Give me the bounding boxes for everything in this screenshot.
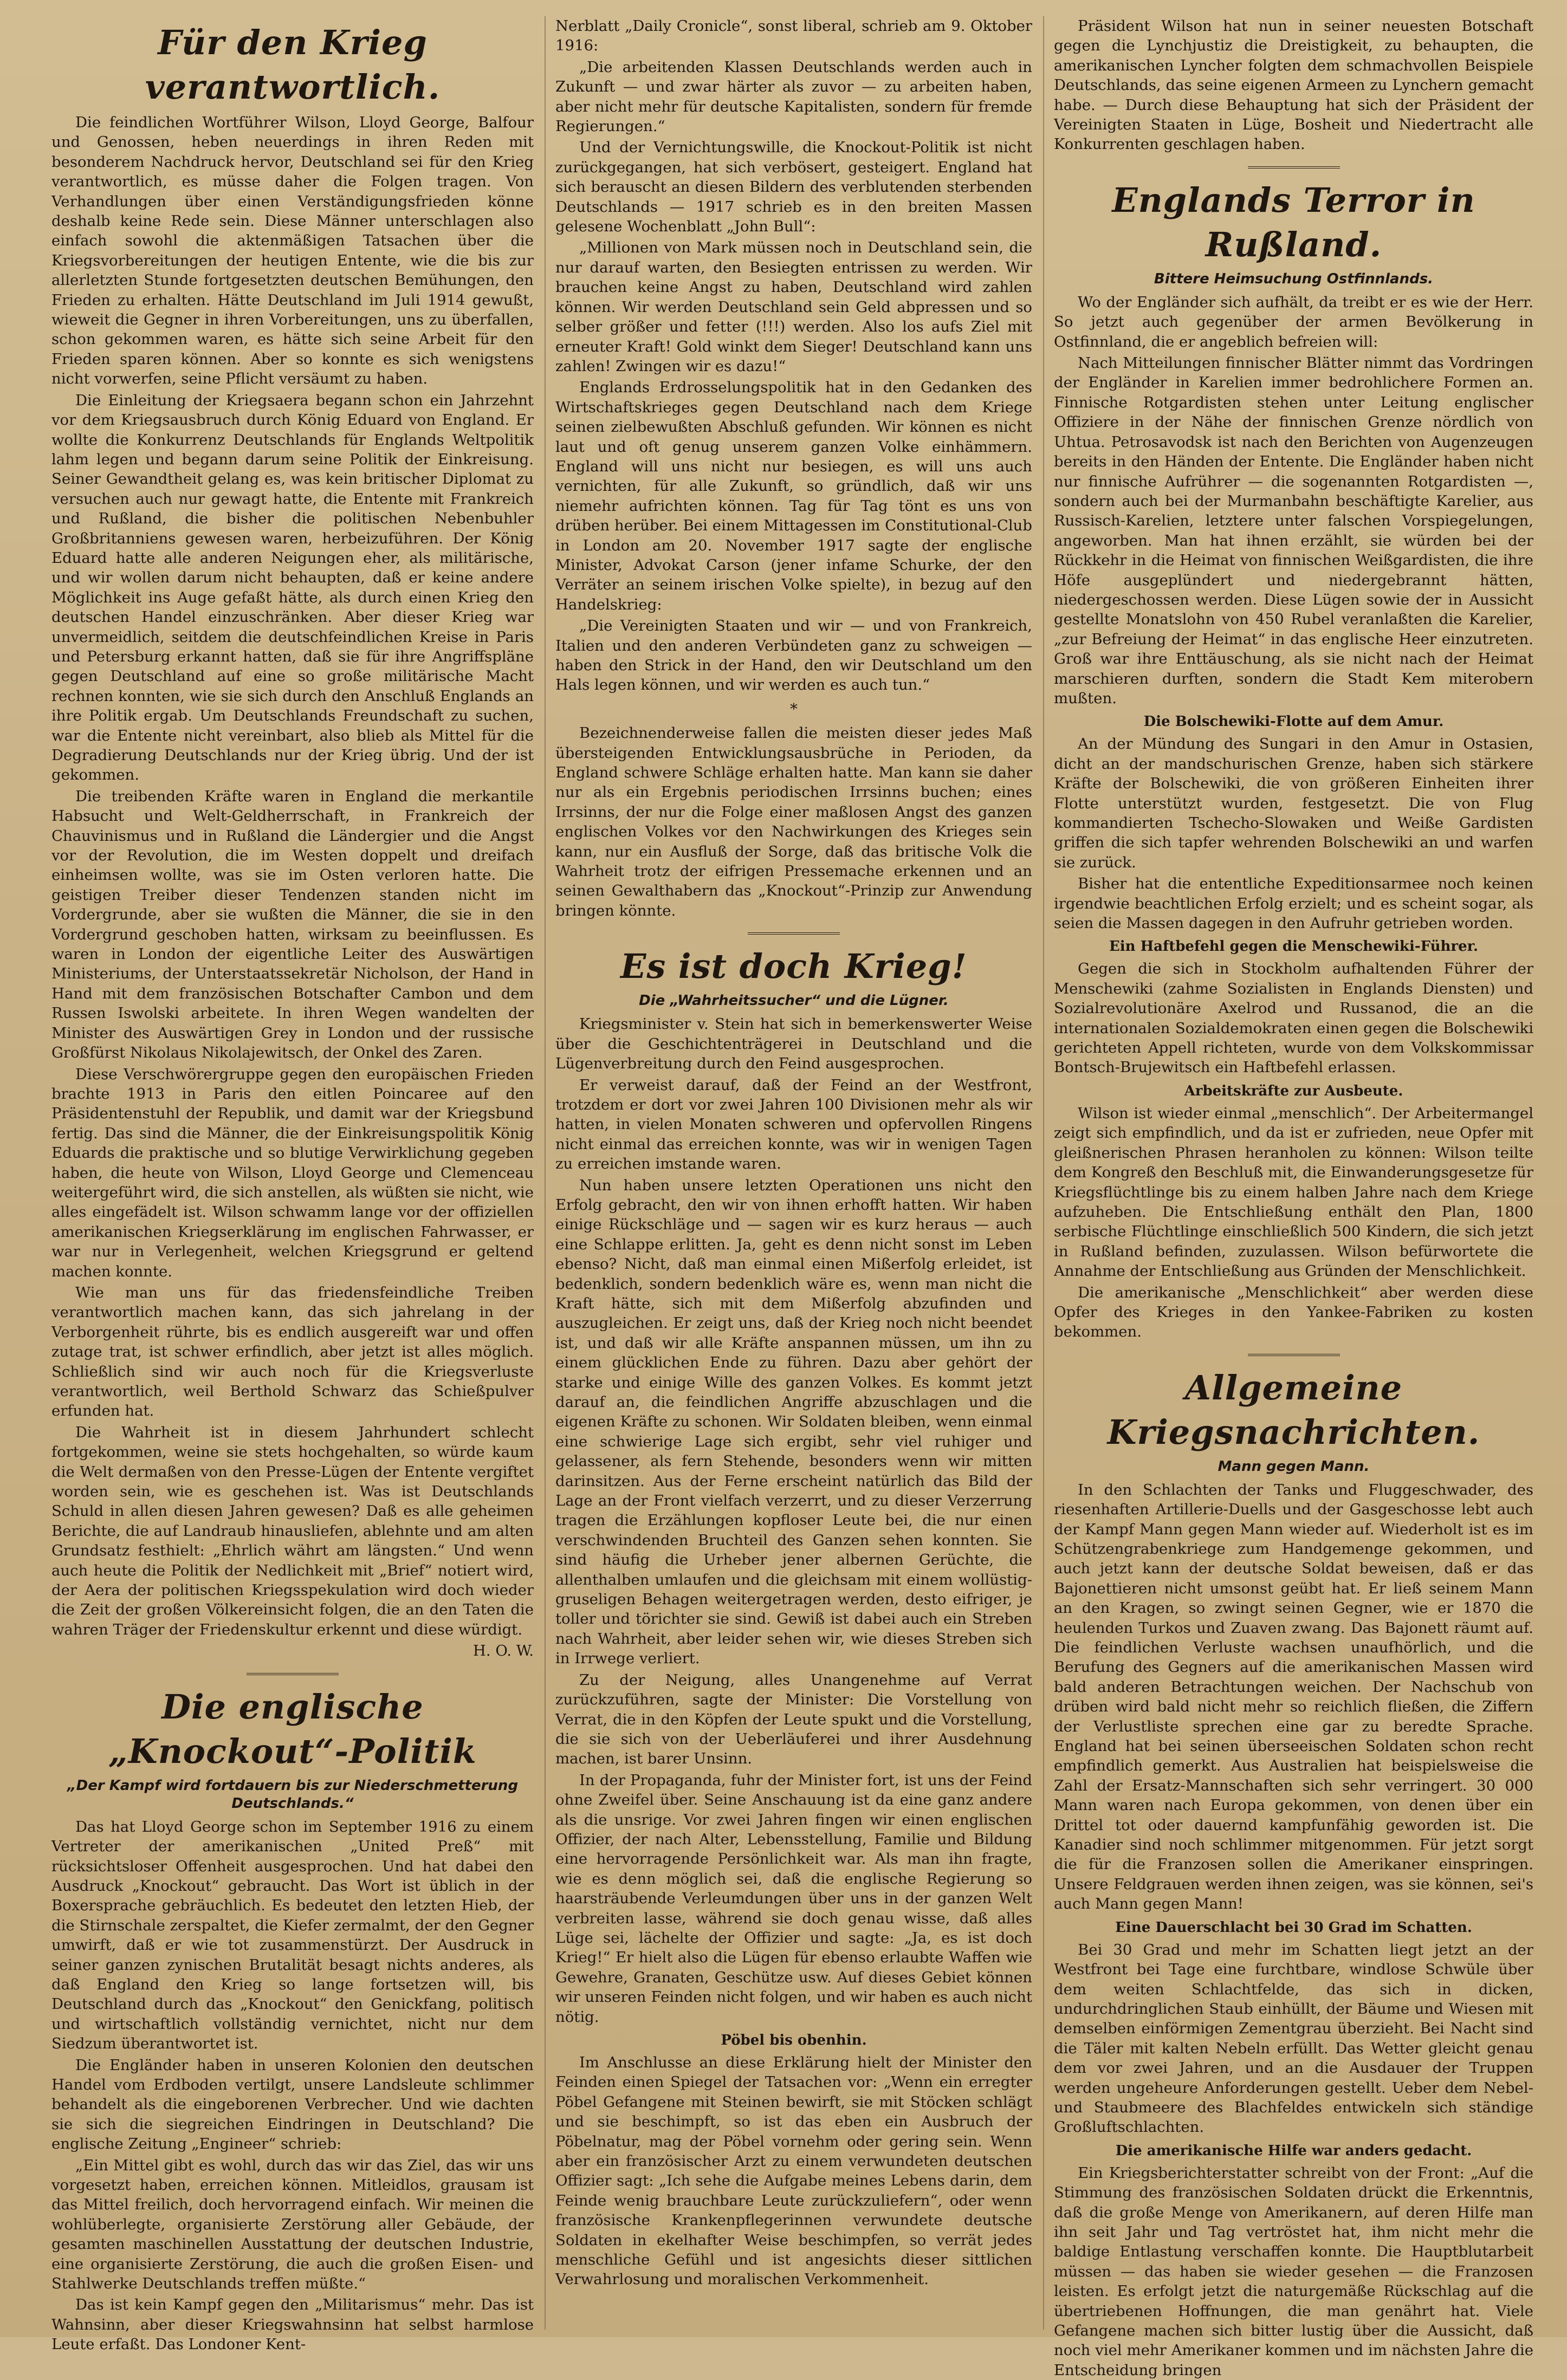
asterisk-divider: * bbox=[790, 700, 798, 718]
section-heading: Die Bolschewiki-Flotte auf dem Amur. bbox=[1143, 714, 1444, 730]
article-separator bbox=[247, 1673, 339, 1675]
column-rule bbox=[545, 16, 546, 2330]
paragraph: Gegen die sich in Stockholm aufhaltenden Führer der Menschewiki (zahme Sozialisten in Englands Diensten) und Sozialrevolutionäre Axelrod und Russanod, die an die internationalen Sozialdemokraten einen gegen die Bolschewiki gerichteten Appell richteten, wurde von dem Volkskommissar Bontsch-Brujewitsch ein Haftbefehl erlassen. bbox=[1054, 960, 1533, 1076]
paragraph: Nun haben unsere letzten Operationen uns nicht den Erfolg gebracht, den wir von ihnen erhofft hatten. Wir haben einige Rückschläge und — sagen wir es kurz heraus — auch eine Schlappe erlitten. Ja, geht es denn nicht sonst im Leben ebenso? Nicht, daß man einmal einen Mißerfolg erleidet, ist bedenklich, sondern bedenklich wäre es, wenn man nicht die Kraft hätte, sich mit dem Mißerfolg abzufinden und auszugleichen. Er zeigt uns, daß der Krieg noch nicht beendet ist, und daß wir alle Kräfte anspannen müssen, um ihn zu einem glücklichen Ende zu führen. Dazu aber gehört der starke und einige Wille des ganzen Volkes. Es kommt jetzt darauf an, die feindlichen Angriffe abzuschlagen und die eigenen Kräfte zu schonen. Wir Soldaten bleiben, wenn einmal eine schwierige Lage sich ergibt, sehr viel ruhiger und gelassener, als fern Stehende, besonders wenn wir mitten darinsitzen. Aus der Ferne erscheint natürlich das Bild der Lage an der Front vielfach verzerrt, und zu dieser Verzerrung tragen die Erzählungen kopfloser Leute bei, die nur einen verschwindenden Bruchteil des Ganzen sehen konnten. Sie sind häufig die Urheber jener albernen Gerüchte, die allenthalben umlaufen und die gleichsam mit einem wollüstig-gruseligen Behagen weitergetragen werden, desto eifriger, je toller und törichter sie sind. Gewiß ist dabei auch ein Streben nach Wahrheit, aber leider sehen wir, wie dieses Streben sich in Irrwege verliert. bbox=[555, 1176, 1032, 1668]
paragraph: Die treibenden Kräfte waren in England die merkantile Habsucht und Welt-Geldherrschaft, in Frankreich der Chauvinismus und in Rußland die Ländergier und die Angst vor der Revolution, die im Westen doppelt und dreifach einheimsen wollte, was sie im Osten verloren hatte. Die geistigen Treiber dieser Tendenzen standen nicht im Vordergrunde, aber sie wußten die Männer, die sie in den Vordergrund geschoben hatten, wirksam zu beeinflussen. Es waren in London der eigentliche Leiter des Auswärtigen Ministeriums, der Unterstaatssekretär Nicholson, der Hand in Hand mit dem französischen Botschafter Cambon und dem Russen Iswolski arbeitete. In ihren Wegen wandelten der Minister des Auswärtigen Grey in London und der russische Großfürst Nikolaus Nikolajewitsch, der Onkel des Zaren. bbox=[51, 787, 534, 1062]
paragraph: Zu der Neigung, alles Unangenehme auf Verrat zurückzuführen, sagte der Minister: Die Vorstellung von Verrat, die in den Köpfen der Leute spukt und die Vorstellung, die sie sich von der Ueberläuferei und ihrer Ausdehnung machen, ist barer Unsinn. bbox=[555, 1671, 1032, 1768]
paragraph: „Ein Mittel gibt es wohl, durch das wir das Ziel, das wir uns vorgesetzt haben, erreichen können. Mitleidlos, grausam ist das Mittel freilich, doch hervorragend einfach. Wir meinen die wohlüberlegte, organisierte Zerstörung aller Gebäude, der gesamten maschinellen Ausstattung der deutschen Industrie, eine organisierte Zerstörung, die auch die großen Eisen- und Stahlwerke Deutschlands treffen müßte.“ bbox=[51, 2156, 534, 2293]
paragraph: Bisher hat die ententliche Expeditionsarmee noch keinen irgendwie beachtlichen Erfolg erzielt; und es scheint sogar, als seien die Massen dagegen in den Aufruhr getrieben worden. bbox=[1054, 875, 1533, 932]
section-heading: Ein Haftbefehl gegen die Menschewiki-Führer. bbox=[1109, 938, 1479, 955]
paragraph: Und der Vernichtungswille, die Knockout-Politik ist nicht zurückgegangen, hat sich verbösert, gesteigert. England hat sich berauscht an diesen Bildern des verblutenden sterbenden Deutschlands — 1917 schrieb es in den breiten Massen gelesene Wochenblatt „John Bull“: bbox=[555, 139, 1032, 236]
paragraph: Nach Mitteilungen finnischer Blätter nimmt das Vordringen der Engländer in Karelien immer bedrohlichere Formen an. Finnische Rotgardisten stehen unter Leitung englischer Offiziere in der Nähe der finnischen Grenze nördlich von Uhtua. Petrosavodsk ist nach den Berichten von Augenzeugen bereits in den Händen der Entente. Die Engländer haben nicht nur finnische Aufrührer — die sogenannten Rotgardisten —, sondern auch bei der Murmanbahn beschäftigte Karelier, aus Russisch-Karelien, letztere unter falschen Vorspiegelungen, angeworben. Man hat ihnen erzählt, sie würden bei der Rückkehr in die Heimat von finnischen Weißgardisten, die ihre Höfe ausgeplündert und niedergebrannt hätten, niedergeschossen werden. Diese Lügen sowie der in Aussicht gestellte Monatslohn von 450 Rubel veranlaßten die Karelier, „zur Befreiung der Heimat“ in das englische Heer einzutreten. Groß war ihre Enttäuschung, als sie nicht nach der Heimat marschieren durften, sondern die Stadt Kem miterobern mußten. bbox=[1054, 354, 1533, 707]
paragraph: Die amerikanische „Menschlichkeit“ aber werden diese Opfer des Krieges in den Yankee-Fabriken zu kosten bekommen. bbox=[1054, 1283, 1533, 1341]
paragraph: Die Einleitung der Kriegsaera begann schon ein Jahrzehnt vor dem Kriegsausbruch durch König Eduard von England. Er wollte die Konkurrenz Deutschlands für Englands Weltpolitik lahm legen und begann darum seine Politik der Einkreisung. Seiner Gewandtheit gelang es, was kein britischer Diplomat zu versuchen auch nur gewagt hatte, die Entente mit Frankreich und Rußland, die bisher die politischen Nebenbuhler Großbritanniens gewesen waren, herbeizuführen. Der König Eduard hatte alle anderen Neigungen eher, als militärische, und wir wollen darum nicht behaupten, daß er keine andere Möglichkeit ins Auge gefaßt hätte, als durch einen Krieg den deutschen Handel einzuschränken. Aber dieser Krieg war unvermeidlich, seitdem die deutschfeindlichen Kreise in Paris und Petersburg erkannt hatten, daß sie für ihre Angriffspläne gegen Deutschland auf eine so große militärische Macht rechnen konnten, wie sie sich durch den Anschluß Englands an ihre Politik ergab. Um Deutschlands Freundschaft zu suchen, war die Entente nicht vereinbart, also blieb als Mittel für die Degradierung Deutschlands nur der Krieg übrig. Und der ist gekommen. bbox=[51, 391, 534, 784]
paragraph: Das ist kein Kampf gegen den „Militarismus“ mehr. Das ist Wahnsinn, aber dieser Kriegswahnsinn hat selbst harmlose Leute erfaßt. Das Londoner Kent- bbox=[51, 2296, 534, 2353]
paragraph: Kriegsminister v. Stein hat sich in bemerkenswerter Weise über die Geschichtenträgerei in Deutschland und die Lügenverbreitung durch den Feind ausgesprochen. bbox=[555, 1015, 1032, 1073]
section-heading: Arbeitskräfte zur Ausbeute. bbox=[1184, 1082, 1403, 1099]
paragraph: Bezeichnenderweise fallen die meisten dieser jedes Maß übersteigenden Entwicklungsausbrüche in Perioden, da England schwere Schläge erhalten hatte. Man kann sie daher nur als ein Ergebnis periodischen Irrsinns buchen; eines Irrsinns, der nur die Folge einer maßlosen Angst des ganzen englischen Volkes vor den Nachwirkungen des Krieges sein kann, nur ein Ausfluß der Sorge, daß das britische Volk die Wahrheit trotz der eifrigen Pressemache erkennen und an seinen Gewalthabern das „Knockout“-Prinzip zur Anwendung bringen könnte. bbox=[555, 724, 1032, 919]
paragraph: Nerblatt „Daily Cronicle“, sonst liberal, schrieb am 9. Oktober 1916: bbox=[555, 17, 1032, 55]
paragraph: Präsident Wilson hat nun in seiner neuesten Botschaft gegen die Lynchjustiz die Dreistigkeit, zu behaupten, die amerikanischen Lyncher folgten dem schmachvollen Beispiele Deutschlands, das seine eigenen Armeen zu Lynchern gemacht habe. — Durch diese Behauptung hat sich der Präsident der Vereinigten Staaten in Lüge, Bosheit und Niedertracht alle Konkurrenten geschlagen haben. bbox=[1054, 17, 1533, 153]
paragraph: Diese Verschwörergruppe gegen den europäischen Frieden brachte 1913 in Paris den eitlen Poincaree auf den Präsidentenstuhl der Republik, und damit war der Kriegsbund fertig. Das sind die Männer, die der Einkreisungspolitik König Eduards die praktische und so blutige Verwirklichung gegeben haben, die heute von Wilson, Lloyd George und Clemenceau weitergeführt wird, die sich anstellen, als wüßten sie nicht, wie alles eingefädelt ist. Wilson schwamm lange vor der offiziellen amerikanischen Kriegserklärung im englischen Fahrwasser, er war nur in Verlegenheit, welchen Kriegsgrund er geltend machen konnte. bbox=[51, 1065, 534, 1280]
article-subheadline: „Der Kampf wird fortdauern bis zur Niederschmetterung Deutschlands.“ bbox=[67, 1777, 519, 1812]
paragraph: Die feindlichen Wortführer Wilson, Lloyd George, Balfour und Genossen, heben neuerdings in ihren Reden mit besonderem Nachdruck hervor, Deutschland sei für den Krieg verantwortlich, es müsse daher die Folgen tragen. Von Verhandlungen über einen Verständigungsfrieden könne deshalb keine Rede sein. Diese Männer unterschlagen also einfach sowohl die aktenmäßigen Tatsachen über die Kriegsvorbereitungen der heutigen Entente, wie die bis zur allerletzten Stunde fortgesetzten deutschen Bemühungen, den Frieden zu erhalten. Hätte Deutschland im Juli 1914 gewußt, wieweit die Gegner in ihren Vorbereitungen, uns zu überfallen, schon gekommen waren, es hätte sich seine Arbeit für den Frieden sparen können. Aber so konnte es sich wenigstens nicht vorwerfen, seine Pflicht versäumt zu haben. bbox=[51, 114, 534, 388]
paragraph: An der Mündung des Sungari in den Amur in Ostasien, dicht an der mandschurischen Grenze, haben sich stärkere Kräfte der Bolschewiki, die von größeren Einheiten ihrer Flotte unterstützt wurden, festgesetzt. Die von Flug kommandierten Tschecho-Slowaken und Weiße Gardisten griffen die sich tapfer wehrenden Bolschewiki an und warfen sie zurück. bbox=[1054, 735, 1533, 871]
quote-paragraph: „Millionen von Mark müssen noch in Deutschland sein, die nur darauf warten, den Besiegten entrissen zu werden. Wir brauchen keine Angst zu haben, Deutschland wird zahlen können. Wir werden Deutschland sein Geld abpressen und so selber größer und fetter (!!!) werden. Also los aufs Ziel mit erneuter Kraft! Gold winkt dem Sieger! Deutschland kann uns zahlen! Zwingen wir es dazu!“ bbox=[555, 239, 1032, 375]
paragraph: Wilson ist wieder einmal „menschlich“. Der Arbeitermangel zeigt sich empfindlich, und da ist er zufrieden, neue Opfer mit gleißnerischen Phrasen heranholen zu können: Wilson teilte dem Kongreß den Beschluß mit, die Einwanderungsgesetze für Kriegsflüchtlinge bis zu einem halben Jahre nach dem Kriege aufzuheben. Die Entschließung enthält den Plan, 1800 serbische Flüchtlinge einschließlich 500 Kindern, die sich jetzt in Rußland befinden, zuzulassen. Wilson befürwortete die Annahme der Entschließung aus Gründen der Menschlichkeit. bbox=[1054, 1104, 1533, 1280]
paragraph: Er verweist darauf, daß der Feind an der Westfront, trotzdem er dort vor zwei Jahren 100 Divisionen mehr als wir hatten, in vielen Monaten schweren und opfervollen Ringens nicht einmal das erreichen konnte, was wir in wenigen Tagen zu erreichen imstande waren. bbox=[555, 1076, 1032, 1173]
column-rule bbox=[1043, 16, 1044, 2330]
paragraph: In der Propaganda, fuhr der Minister fort, ist uns der Feind ohne Zweifel über. Seine Anschauung ist da eine ganz andere als die unsrige. Vor zwei Jahren fingen wir einen englischen Offizier, der nach Alter, Lebensstellung, Familie und Bildung eine hervorragende Persönlichkeit war. Als man ihn fragte, wie es denn möglich sei, daß die englische Regierung so haarsträubende Verleumdungen über uns in der ganzen Welt verbreiten lasse, während sie doch genau wisse, daß alles Lüge sei, lächelte der Offizier und sagte: „Ja, es ist doch Krieg!“ Er hielt also die Lügen für ebenso erlaubte Waffen wie Gewehre, Granaten, Geschütze usw. Auf dieses Gebiet können wir unseren Feinden nicht folgen, und wir haben es auch nicht nötig. bbox=[555, 1771, 1032, 2026]
article-separator bbox=[1248, 166, 1340, 168]
quote-paragraph: „Die arbeitenden Klassen Deutschlands werden auch in Zukunft — und zwar härter als zuvor — zu arbeiten haben, aber nicht mehr für deutsche Kapitalisten, sondern für fremde Regierungen.“ bbox=[555, 58, 1032, 135]
paragraph: Wie man uns für das friedensfeindliche Treiben verantwortlich machen kann, das sich jahrelang in der Verborgenheit rührte, bis es endlich ausgereift war und offen zutage trat, ist schwer erfindlich, aber jetzt ist alles möglich. Schließlich sind wir auch noch für die Kriegsverluste verantwortlich, weil Berthold Schwarz das Schießpulver erfunden hat. bbox=[51, 1283, 534, 1420]
article-subheadline: Mann gegen Mann. bbox=[1218, 1458, 1370, 1475]
paragraph: Das hat Lloyd George schon im September 1916 zu einem Vertreter der amerikanischen „United Preß“ mit rücksichtsloser Offenheit ausgesprochen. Und hat dabei den Ausdruck „Knockout“ gebraucht. Das Wort ist üblich in der Boxersprache gebräuchlich. Es bedeutet den letzten Hieb, der die Stirnschale zerspaltet, die Kiefer zermalmt, der den Gegner umwirft, daß er wie tot zusammenstürzt. Der Ausdruck in seiner ganzen zynischen Brutalität besagt nichts anderes, als daß England den Krieg so lange fortsetzen will, bis Deutschland durch das „Knockout“ den Genickfang, politisch und wirtschaftlich vollständig vernichtet, nicht nur dem Siedzum überantwortet ist. bbox=[51, 1818, 534, 2053]
column-right bbox=[1054, 16, 1533, 2379]
section-heading: Die amerikanische Hilfe war anders gedacht. bbox=[1115, 2142, 1472, 2159]
paragraph: Englands Erdrosselungspolitik hat in den Gedanken des Wirtschaftskrieges gegen Deutschland nach dem Kriege seinen zielbewußten Abschluß gefunden. Wir können es nicht laut und oft genug unserem ganzen Volke einhämmern. England will uns nicht nur besiegen, es will uns auch vernichten, für alle Zukunft, so gründlich, daß wir uns niemehr aufrichten können. Tag für Tag tönt es uns von drüben herüber. Bei einem Mittagessen im Constitutional-Club in London am 20. November 1917 sagte der englische Minister, Advokat Carson (jener infame Schurke, der den Verräter an seinem irischen Volke spielte), in bezug auf den Handelskrieg: bbox=[555, 379, 1032, 613]
article-headline: Die englische „Knockout“-Politik bbox=[108, 1687, 477, 1771]
column-middle bbox=[555, 16, 1032, 2330]
quote-paragraph: „Die Vereinigten Staaten und wir — und von Frankreich, Italien und den anderen Verbündeten ganz zu schweigen — haben den Strick in der Hand, den wir Deutschland um den Hals legen können, und wir werden es auch tun.“ bbox=[555, 617, 1032, 694]
paragraph: Wo der Engländer sich aufhält, da treibt er es wie der Herr. So jetzt auch gegenüber der armen Bevölkerung in Ostfinnland, die er angeblich befreien will: bbox=[1054, 293, 1533, 351]
article-headline: Allgemeine Kriegsnachrichten. bbox=[1107, 1367, 1480, 1452]
paragraph: Ein Kriegsberichterstatter schreibt von der Front: „Auf die Stimmung des französischen Soldaten drückt die Erkenntnis, daß die große Menge von Amerikanern, auf deren Hilfe man ihn seit Jahr und Tag vertröstet hat, ihm nicht mehr die baldige Entlastung verschaffen konnte. Die Hauptblutarbeit müssen — das haben sie wieder gesehen — die Franzosen leisten. Es erfolgt jetzt die naturgemäße Rückschlag auf die übertriebenen Hoffnungen, die man genährt hat. Viele Gefangene machen sich bitter lustig über die Aussicht, daß noch viel mehr Amerikaner kommen und im nächsten Jahre die Entscheidung bringen bbox=[1054, 2164, 1533, 2379]
article-separator bbox=[1248, 1354, 1340, 1356]
column-left bbox=[51, 16, 534, 2353]
paragraph: Die Engländer haben in unseren Kolonien den deutschen Handel vom Erdboden vertilgt, unsere Landsleute schlimmer behandelt als die eingeborenen Verbrecher. Und wie dachten sie sich die siegreichen Eindringen in Deutschland? Die englische Zeitung „Engineer“ schrieb: bbox=[51, 2056, 534, 2153]
article-subheadline: Bittere Heimsuchung Ostfinnlands. bbox=[1154, 270, 1434, 287]
section-heading: Pöbel bis obenhin. bbox=[721, 2032, 867, 2048]
article-separator bbox=[748, 932, 840, 935]
article-headline: Es ist doch Krieg! bbox=[620, 946, 967, 987]
article-subheadline: Die „Wahrheitssucher“ und die Lügner. bbox=[639, 993, 949, 1009]
article-headline: Für den Krieg verantwortlich. bbox=[145, 23, 441, 107]
section-heading: Eine Dauerschlacht bei 30 Grad im Schatten. bbox=[1115, 1919, 1472, 1936]
paragraph: Im Anschlusse an diese Erklärung hielt der Minister den Feinden einen Spiegel der Tatsachen vor: „Wenn ein erregter Pöbel Gefangene mit Steinen bewirft, sie mit Stöcken schlägt und sie beschimpft, so ist das eben ein Ausbruch der Pöbelnatur, mag der Pöbel vornehm oder gering sein. Wenn aber ein französischer Arzt zu einem verwundeten deutschen Offizier sagt: „Ich sehe die Aufgabe meines Lebens darin, dem Feinde wenig brauchbare Leute zurückzuliefern“, oder wenn französische Krankenpflegerinnen verwundete deutsche Soldaten in ekelhafter Weise beschimpfen, so verrät jedes menschliche Gefühl und ist angesichts dieser sittlichen Verwahrlosung und moralischen Verkommenheit. bbox=[555, 2054, 1032, 2288]
paragraph: Bei 30 Grad und mehr im Schatten liegt jetzt an der Westfront bei Tage eine furchtbare, windlose Schwüle über dem weiten Schlachtfelde, das sich in dicken, undurchdringlichen Staub einhüllt, der Bäume und Wiesen mit demselben einförmigen Zementgrau überzieht. Bei Nacht sind die Täler mit kalten Nebeln erfüllt. Das Wetter gleicht genau dem vor zwei Jahren, und an die Ausdauer der Truppen werden ungeheure Anforderungen gestellt. Ueber dem Nebel- und Staubmeere des Blachfeldes entwickeln sich ständige Großluftschlachten. bbox=[1054, 1941, 1533, 2136]
article-headline: Englands Terror in Rußland. bbox=[1112, 180, 1475, 264]
author-signature: H. O. W. bbox=[472, 1642, 534, 1660]
paragraph: In den Schlachten der Tanks und Fluggeschwader, des riesenhaften Artillerie-Duells und der Gasgeschosse lebt auch der Kampf Mann gegen Mann wieder auf. Wiederholt ist es im Schützengrabenkriege zum Handgemenge gekommen, und auch jetzt kann der deutsche Soldat beweisen, daß er das Bajonettieren nicht umsonst geübt hat. Er ließ seinem Mann an den Kragen, so zwingt seinen Gegner, wie er 1870 die heulenden Turkos und Zuaven zwang. Das Bajonett räumt auf. Die feindlichen Verluste wachsen unaufhörlich, und die Berufung des Gegners auf die amerikanischen Massen wird bald anderen Betrachtungen weichen. Der Nachschub von drüben wird bald nicht mehr so reichlich fließen, die Ziffern der Verlustliste sprechen eine gar zu beredte Sprache. England hat bei seinen überseeischen Soldaten schon recht empfindlich gemerkt. Aus Australien hat beispielsweise die Zahl der Ersatz-Mannschaften sich sehr verringert. 30 000 Mann waren nach Europa gekommen, von denen über ein Drittel tot oder dauernd kampfunfähig geworden ist. Die Kanadier sind noch schlimmer mitgenommen. Für jetzt sorgt die für die Franzosen sollen die Amerikaner einspringen. Unsere Feldgrauen werden ihnen zeigen, was sie können, sei's auch Mann gegen Mann! bbox=[1054, 1481, 1533, 1913]
paragraph: Die Wahrheit ist in diesem Jahrhundert schlecht fortgekommen, weine sie stets hochgehalten, so würde kaum die Welt dermaßen von den Presse-Lügen der Entente vergiftet worden sein, wie es geschehen ist. Was ist Deutschlands Schuld in allen diesen Jahren gewesen? Daß es alle geheimen Berichte, die auf Landraub hinausliefen, ablehnte und am alten Grundsatz festhielt: „Ehrlich währt am längsten.“ Und wenn auch heute die Politik der Nedlichkeit mit „Brief“ notiert wird, der Aera der politischen Kriegsspekulation wird doch wieder die Zeit der großen Völkereinsicht folgen, die an den Taten die wahren Träger der Friedenskultur erkennt und diese würdigt. bbox=[51, 1423, 534, 1638]
